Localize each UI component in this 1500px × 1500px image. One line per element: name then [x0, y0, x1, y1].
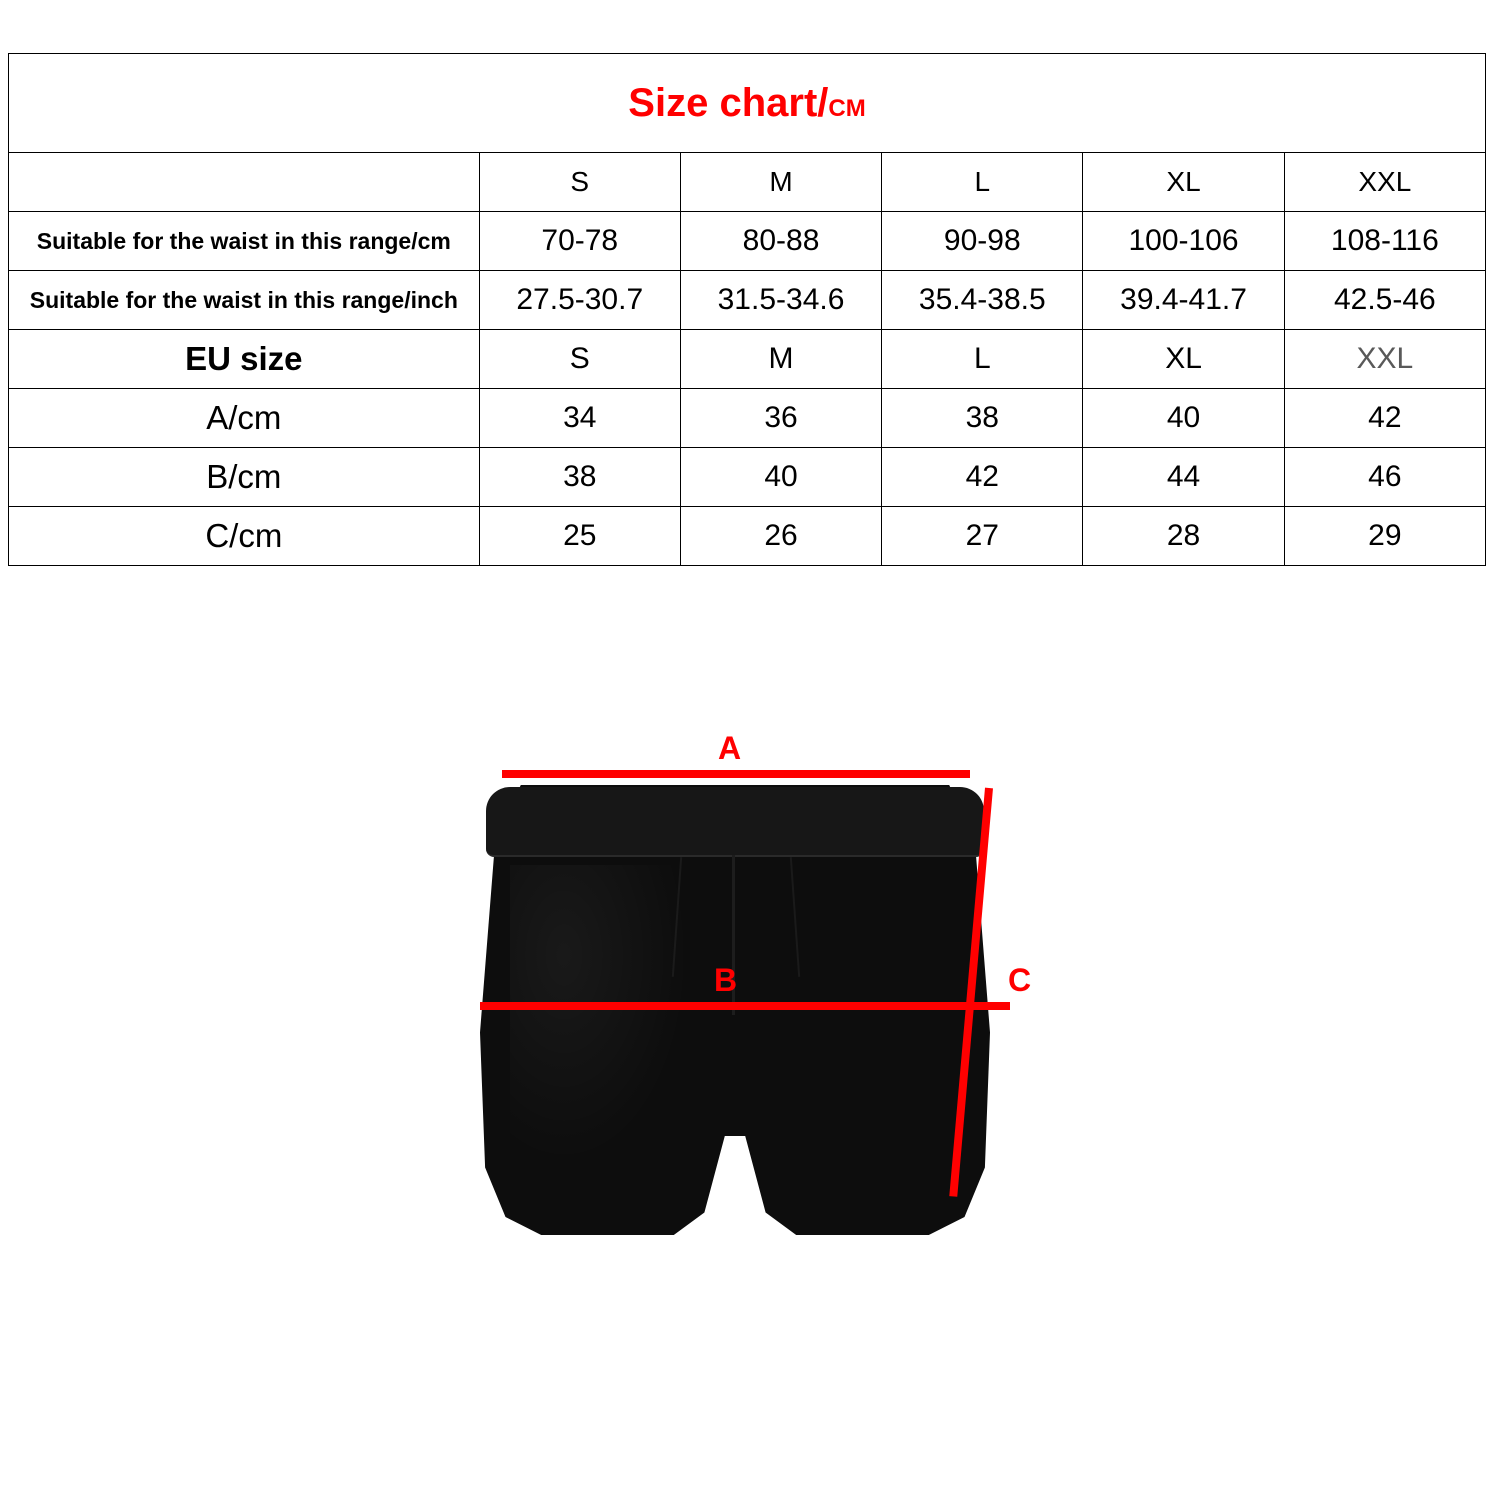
cell-a-cm-l: 38	[882, 389, 1083, 448]
garment-highlight	[510, 865, 690, 1165]
cell-a-cm-xl: 40	[1083, 389, 1284, 448]
garment-waistband	[486, 787, 984, 857]
row-label-a-cm: A/cm	[9, 389, 480, 448]
cell-c-cm-m: 26	[680, 507, 881, 566]
row-label-b-cm: B/cm	[9, 448, 480, 507]
table-row-b-cm	[9, 448, 1486, 507]
cell-a-cm-m: 36	[680, 389, 881, 448]
cell-c-cm-xl: 28	[1083, 507, 1284, 566]
cell-eu-size-xxl: XXL	[1284, 330, 1485, 389]
cell-b-cm-xxl: 46	[1284, 448, 1485, 507]
chart-title-unit: CM	[828, 94, 866, 122]
cell-waist-inch-xl: 39.4-41.7	[1083, 271, 1284, 330]
cell-b-cm-m: 40	[680, 448, 881, 507]
cell-waist-inch-xxl: 42.5-46	[1284, 271, 1485, 330]
measure-line-a	[502, 770, 970, 778]
size-chart-table	[8, 53, 1486, 566]
size-header-row	[9, 153, 1486, 212]
table-row-waist-cm	[9, 212, 1486, 271]
measure-label-a: A	[718, 730, 742, 766]
cell-eu-size-l: L	[882, 330, 1083, 389]
measure-label-c: C	[1008, 962, 1032, 998]
cell-c-cm-s: 25	[479, 507, 680, 566]
row-label-waist-cm: Suitable for the waist in this range/cm	[9, 212, 480, 271]
header-size-m: M	[680, 153, 881, 212]
cell-waist-inch-s: 27.5-30.7	[479, 271, 680, 330]
cell-waist-inch-m: 31.5-34.6	[680, 271, 881, 330]
row-label-waist-inch: Suitable for the waist in this range/inch	[9, 271, 480, 330]
row-label-c-cm: C/cm	[9, 507, 480, 566]
header-blank-cell	[9, 153, 480, 212]
table-row-waist-inch	[9, 271, 1486, 330]
cell-eu-size-xl: XL	[1083, 330, 1284, 389]
cell-b-cm-l: 42	[882, 448, 1083, 507]
header-size-xl: XL	[1083, 153, 1284, 212]
header-size-s: S	[479, 153, 680, 212]
cell-b-cm-s: 38	[479, 448, 680, 507]
measurement-illustration	[440, 700, 1060, 1260]
chart-title-cell	[9, 54, 1486, 153]
cell-waist-cm-xxl: 108-116	[1284, 212, 1485, 271]
boxer-shorts-image	[480, 785, 990, 1235]
cell-a-cm-xxl: 42	[1284, 389, 1485, 448]
row-label-eu-size: EU size	[9, 330, 480, 389]
cell-eu-size-m: M	[680, 330, 881, 389]
chart-title-row	[9, 54, 1486, 153]
cell-c-cm-xxl: 29	[1284, 507, 1485, 566]
cell-c-cm-l: 27	[882, 507, 1083, 566]
cell-eu-size-s: S	[479, 330, 680, 389]
measure-label-b: B	[714, 962, 738, 998]
cell-waist-cm-m: 80-88	[680, 212, 881, 271]
header-size-l: L	[882, 153, 1083, 212]
cell-waist-inch-l: 35.4-38.5	[882, 271, 1083, 330]
chart-title: Size chart/CM	[628, 80, 866, 125]
table-row-c-cm	[9, 507, 1486, 566]
cell-waist-cm-l: 90-98	[882, 212, 1083, 271]
cell-b-cm-xl: 44	[1083, 448, 1284, 507]
cell-waist-cm-xl: 100-106	[1083, 212, 1284, 271]
table-row-eu-size	[9, 330, 1486, 389]
table-row-a-cm	[9, 389, 1486, 448]
cell-waist-cm-s: 70-78	[479, 212, 680, 271]
measure-line-b	[480, 1002, 1010, 1010]
size-chart-container	[8, 53, 1486, 566]
header-size-xxl: XXL	[1284, 153, 1485, 212]
cell-a-cm-s: 34	[479, 389, 680, 448]
